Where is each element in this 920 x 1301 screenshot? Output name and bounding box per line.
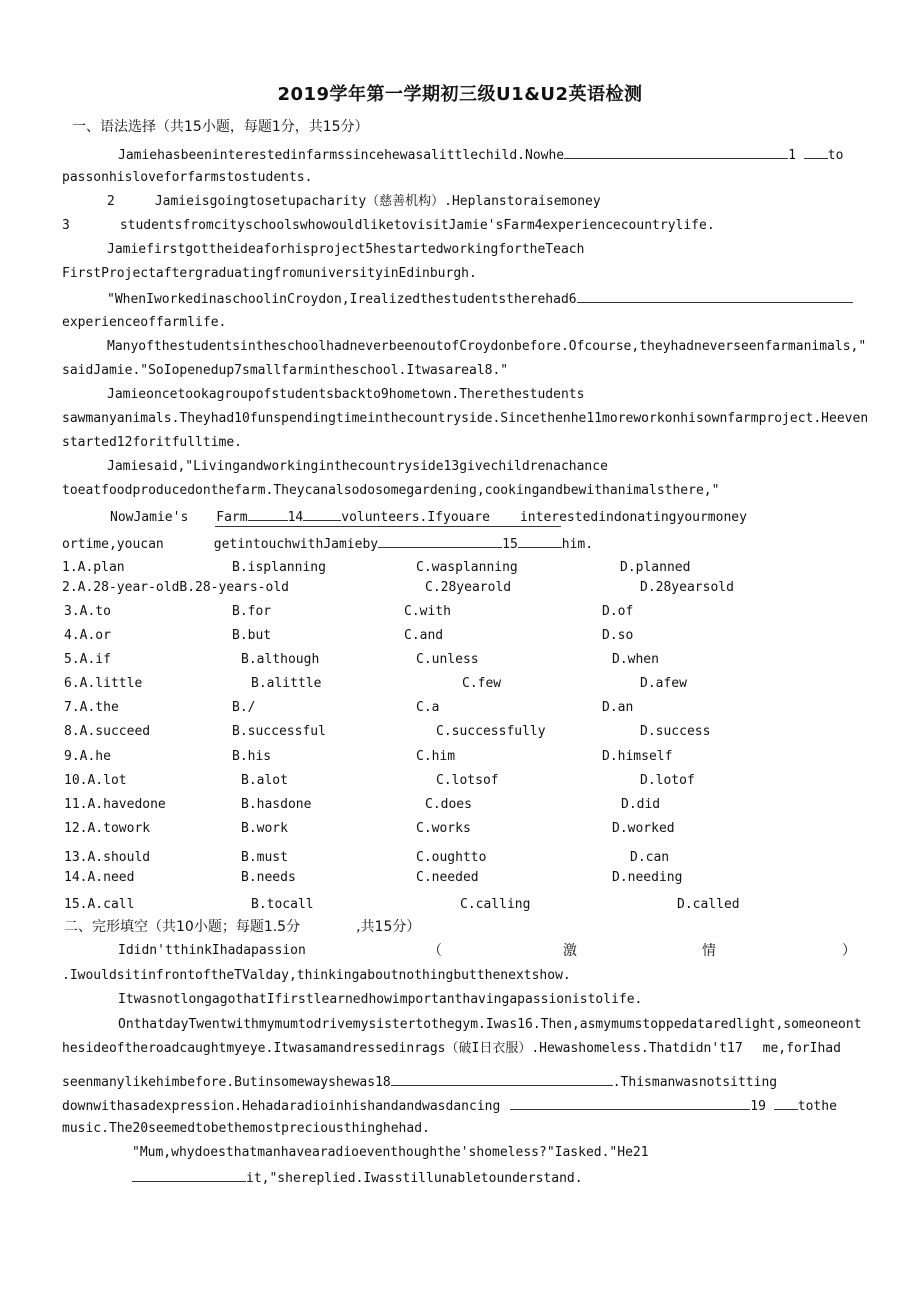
passage-text: .Thismanwasnotsitting	[612, 1075, 778, 1090]
passage-line: OnthatdayTwentwithmymumtodrivemysistertothegym.Iwas16.Then,asmymumstoppedataredlight,someoneont	[118, 1017, 862, 1032]
answer-option: D.of	[602, 604, 634, 619]
passage-line: ItwasnotlongagothatIfirstlearnedhowimportanthavingapassionistolife.	[118, 992, 643, 1007]
passage-text: Jamieisgoingtosetupacharity（慈善机构）.Heplanstoraisemoney	[154, 194, 601, 209]
passage-line: sawmanyanimals.Theyhad10funspendingtimeinthecountryside.Sincethenhe11moreworkonhisownfarmproject.Heeven	[62, 411, 869, 426]
answer-option: D.28yearsold	[640, 580, 734, 595]
passage-line: .IwouldsitinfrontoftheTValday,thinkingaboutnothingbutthenextshow.	[62, 968, 571, 983]
blank-number: 14	[287, 510, 304, 525]
page-title: 2019学年第一学期初三级U1&U2英语检测	[277, 84, 643, 105]
answer-option: 6.A.little	[64, 676, 143, 691]
passage-line: passonhisloveforfarmstostudents.	[62, 170, 313, 185]
answer-option: B./	[232, 700, 256, 715]
answer-blank	[510, 1097, 750, 1110]
answer-option: D.planned	[620, 560, 691, 575]
passage-line: Jamieoncetookagroupofstudentsbackto9hometown.Therethestudents	[107, 387, 585, 402]
passage-line	[118, 146, 843, 164]
passage-text: interestedindonatingyourmoney	[519, 510, 747, 525]
passage-line	[110, 508, 747, 526]
answer-blank	[378, 535, 502, 548]
answer-option: 14.A.need	[64, 870, 135, 885]
answer-option: C.unless	[416, 652, 479, 667]
answer-option: 10.A.lot	[64, 773, 127, 788]
answer-option: B.his	[232, 749, 272, 764]
answer-option: 3.A.to	[64, 604, 111, 619]
answer-blank	[132, 1169, 246, 1182]
passage-text: seenmanylikehimbefore.Butinsomewayshewas18	[62, 1075, 391, 1090]
passage-text: （	[428, 943, 442, 959]
answer-option: C.successfully	[436, 724, 546, 739]
answer-option: D.lotof	[640, 773, 695, 788]
answer-option: C.lotsof	[436, 773, 499, 788]
answer-option: B.alot	[241, 773, 288, 788]
passage-line	[107, 290, 853, 308]
section2-heading-suffix: ,共15分）	[356, 919, 421, 935]
passage-line	[62, 1041, 841, 1057]
answer-option: D.afew	[640, 676, 687, 691]
passage-line: saidJamie."SoIopenedup7smallfarmintheschool.Itwasareal8."	[62, 363, 509, 378]
passage-text: tothe	[797, 1099, 837, 1114]
answer-option: 5.A.if	[64, 652, 111, 667]
passage-line	[107, 194, 601, 210]
section2-heading-text: 二、完形填空（共10小题；每题1.5分	[64, 919, 301, 935]
passage-line: FirstProjectaftergraduatingfromuniversityinEdinburgh.	[62, 266, 477, 281]
passage-line: Ididn'tthinkIhadapassion	[118, 943, 306, 958]
passage-text: NowJamie's	[110, 510, 189, 525]
answer-option: B.alittle	[251, 676, 322, 691]
answer-option: B.tocall	[251, 897, 314, 912]
answer-option: C.oughtto	[416, 850, 487, 865]
passage-text: Farm	[216, 510, 248, 525]
passage-line: music.The20seemedtobethemostpreciousthinghehad.	[62, 1121, 430, 1136]
section1-heading: 一、语法选择（共15小题，每题1分，共15分）	[72, 119, 369, 135]
answer-blank	[391, 1073, 613, 1086]
answer-option: 11.A.havedone	[64, 797, 166, 812]
answer-option: B.for	[232, 604, 272, 619]
answer-option: D.called	[677, 897, 740, 912]
answer-blank	[804, 146, 828, 159]
passage-line: "Mum,whydoesthatmanhavearadioeventhoughthe'shomeless?"Iasked."He21	[132, 1145, 649, 1160]
answer-option: C.calling	[460, 897, 531, 912]
passage-text: it,"shereplied.Iwasstillunabletounderstand.	[246, 1171, 583, 1186]
passage-text: Jamiehasbeeninterestedinfarmssincehewasalittlechild.Nowhe	[118, 148, 565, 163]
answer-option: 2.A.28-year-oldB.28-years-old	[62, 580, 289, 595]
blank-number: 2	[107, 194, 115, 209]
blank-number: 15	[502, 537, 518, 552]
passage-text: ）	[842, 943, 856, 959]
passage-text: me,forIhad	[762, 1041, 841, 1056]
passage-line	[62, 1097, 837, 1115]
blank-number: 3	[62, 218, 70, 233]
answer-option: B.although	[241, 652, 320, 667]
passage-text: studentsfromcityschoolswhowouldliketovisitJamie'sFarm4experiencecountrylife.	[119, 218, 715, 233]
passage-line: Jamiesaid,"Livingandworkinginthecountryside13givechildrenachance	[107, 459, 608, 474]
blank-number: 19	[750, 1099, 766, 1114]
passage-line: experienceoffarmlife.	[62, 315, 227, 330]
answer-option: 4.A.or	[64, 628, 111, 643]
answer-option: D.did	[621, 797, 661, 812]
answer-option: 15.A.call	[64, 897, 135, 912]
answer-option: C.and	[404, 628, 444, 643]
section2-heading	[64, 919, 420, 935]
answer-option: 9.A.he	[64, 749, 111, 764]
answer-option: B.successful	[232, 724, 326, 739]
answer-option: C.a	[416, 700, 440, 715]
answer-blank	[518, 535, 562, 548]
passage-text: hesideoftheroadcaughtmyeye.Itwasamandressedinrags（破I日衣服）.Hewashomeless.Thatdidn't17	[62, 1041, 743, 1056]
blank-number: 1	[788, 148, 796, 163]
passage-text: ortime,youcan	[62, 537, 164, 552]
answer-option: D.himself	[602, 749, 673, 764]
answer-option: D.so	[602, 628, 634, 643]
passage-line	[62, 1073, 777, 1091]
answer-option: C.does	[425, 797, 472, 812]
answer-option: D.worked	[612, 821, 675, 836]
answer-option: B.must	[241, 850, 288, 865]
answer-option: B.hasdone	[241, 797, 312, 812]
answer-option: D.needing	[612, 870, 683, 885]
answer-option: B.needs	[241, 870, 296, 885]
passage-text: "WhenIworkedinaschoolinCroydon,Irealizedthestudentstherehad6	[107, 292, 577, 307]
passage-line	[132, 1169, 583, 1187]
answer-option: 12.A.towork	[64, 821, 151, 836]
answer-option: 7.A.the	[64, 700, 119, 715]
answer-blank	[248, 508, 288, 521]
answer-option: D.success	[640, 724, 711, 739]
passage-line	[62, 218, 715, 234]
passage-line: started12foritfulltime.	[62, 435, 243, 450]
passage-line: toeatfoodproducedonthefarm.Theycanalsodosomegardening,cookingandbewithanimalsthere,"	[62, 483, 720, 498]
passage-line: Jamiefirstgottheideaforhisproject5hestartedworkingfortheTeach	[107, 242, 585, 257]
answer-option: 8.A.succeed	[64, 724, 151, 739]
answer-option: B.but	[232, 628, 272, 643]
answer-option: C.with	[404, 604, 451, 619]
answer-option: C.needed	[416, 870, 479, 885]
passage-text: to	[827, 148, 844, 163]
passage-line	[62, 535, 593, 553]
answer-blank	[303, 508, 341, 521]
passage-text: 情	[702, 943, 716, 959]
answer-option: C.few	[462, 676, 502, 691]
passage-text: getintouchwithJamieby	[213, 537, 379, 552]
answer-option: B.work	[241, 821, 288, 836]
answer-option: C.him	[416, 749, 456, 764]
passage-text: volunteers.Ifyouare	[341, 510, 490, 525]
passage-line: ManyofthestudentsintheschoolhadneverbeenoutofCroydonbefore.Ofcourse,theyhadneverseenfarmanimals,"	[107, 339, 867, 354]
answer-option: D.an	[602, 700, 634, 715]
answer-option: D.when	[612, 652, 659, 667]
answer-blank-line	[215, 526, 561, 527]
answer-blank	[564, 146, 788, 159]
passage-text: him.	[561, 537, 594, 552]
answer-option: B.isplanning	[232, 560, 326, 575]
passage-text: 激	[563, 943, 577, 959]
answer-option: C.works	[416, 821, 471, 836]
answer-blank	[577, 290, 853, 303]
answer-option: C.28yearold	[425, 580, 512, 595]
answer-option: C.wasplanning	[416, 560, 518, 575]
answer-option: 1.A.plan	[62, 560, 125, 575]
answer-option: D.can	[630, 850, 670, 865]
passage-text: downwithasadexpression.Hehadaradioinhishandandwasdancing	[62, 1099, 501, 1114]
answer-option: 13.A.should	[64, 850, 151, 865]
answer-blank	[774, 1097, 798, 1110]
